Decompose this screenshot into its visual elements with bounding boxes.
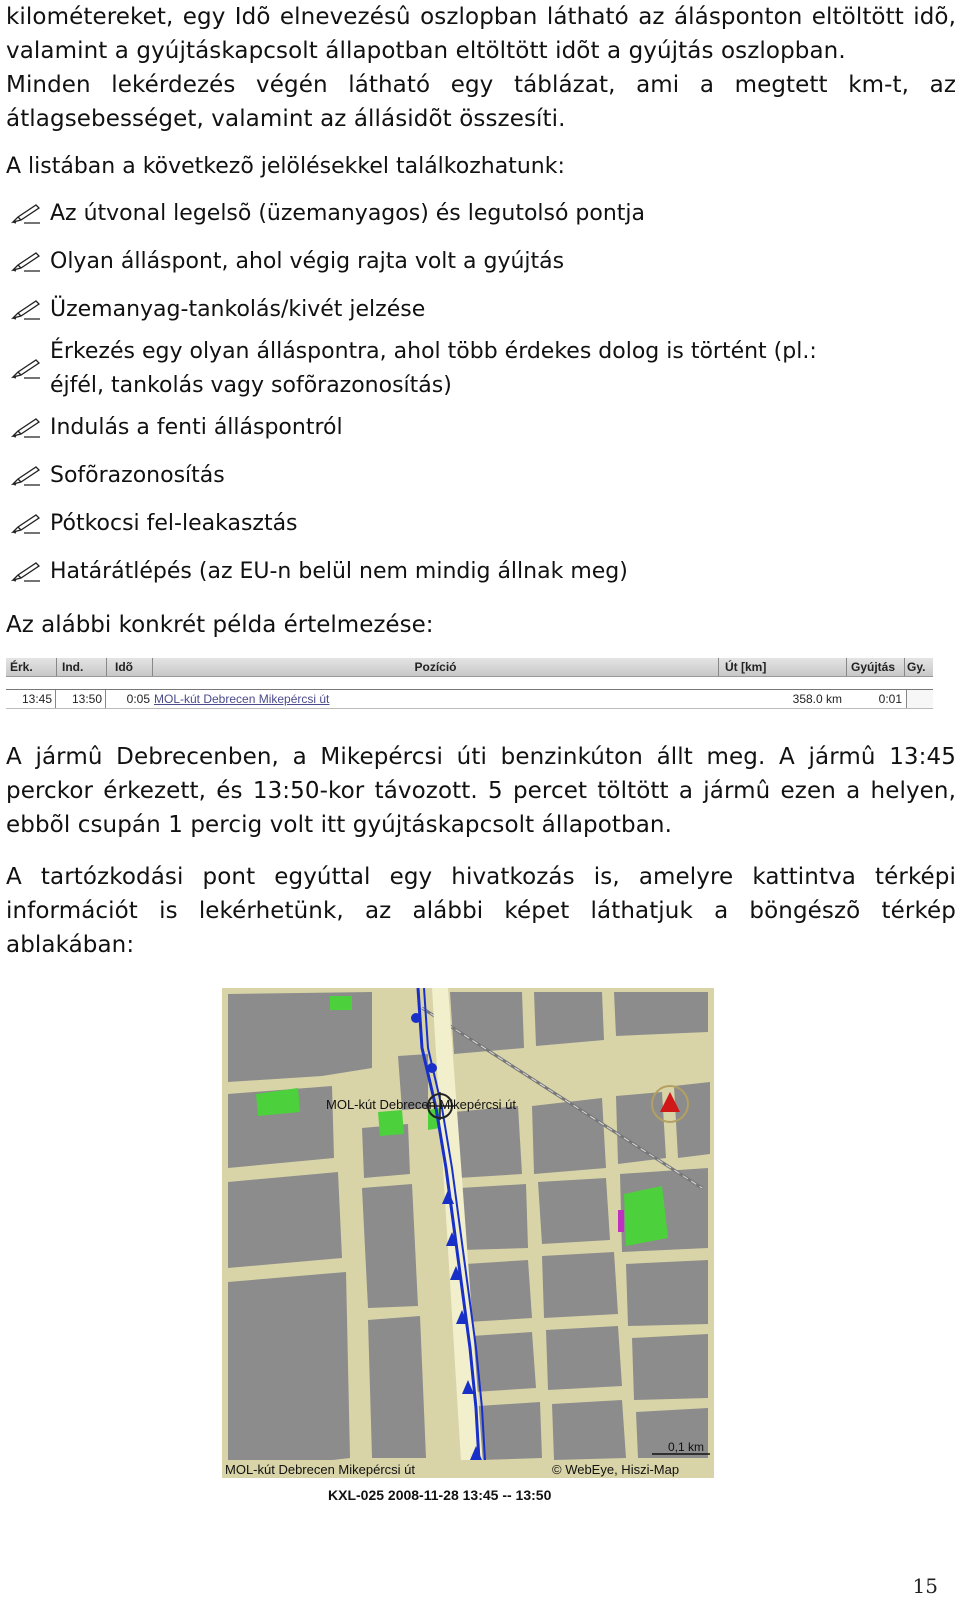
list-item-text: Az útvonal legelsõ (üzemanyagos) és legutolsó pontja — [50, 201, 646, 226]
header-gyujtas: Gyújtás — [846, 658, 895, 676]
list-item — [6, 238, 946, 286]
marker-legend-list — [6, 190, 946, 596]
list-item — [6, 452, 946, 500]
map-canvas[interactable] — [222, 988, 714, 1508]
paragraph-line: valamint a gyújtáskapcsolt állapotban eltöltött idõt a gyújtás oszlopban. — [6, 38, 846, 64]
paragraph-line: ebbõl csupán 1 percig volt itt gyújtáskapcsolt állapotban. — [6, 812, 672, 838]
map-copyright: © WebEye, Hiszi-Map — [552, 1462, 680, 1477]
paragraph-line: átlagsebességet, valamint az állásidõt összesíti. — [6, 106, 566, 132]
paragraph-line: perckor érkezett, és 13:50-kor távozott. 5 percet töltött a jármû ezen a helyen, — [6, 778, 956, 804]
paragraph-line: információt is lekérhetünk, az alábbi képet láthatjuk a böngészõ térkép — [6, 898, 956, 924]
list-item-text: Olyan álláspont, ahol végig rajta volt a gyújtás — [50, 249, 565, 274]
list-intro: A listában a következõ jelölésekkel találkozhatunk: — [6, 154, 565, 179]
list-item-text: Indulás a fenti álláspontról — [50, 415, 343, 440]
position-link[interactable]: MOL-kút Debrecen Mikepércsi út — [154, 692, 330, 706]
list-item-text: Pótkocsi fel-leakasztás — [50, 511, 298, 536]
cell-ut: 358.0 km — [718, 690, 847, 708]
cell-ido: 0:05 — [106, 690, 153, 708]
pen-bullet-icon — [10, 417, 44, 439]
table-header — [6, 658, 933, 677]
map-bottom-left-label: MOL-kút Debrecen Mikepércsi út — [225, 1462, 416, 1477]
paragraph-line: Minden lekérdezés végén látható egy táblázat, ami a megtett km-t, az — [6, 72, 956, 98]
header-ind: Ind. — [56, 658, 83, 676]
paragraph-line: A tartózkodási pont egyúttal egy hivatkozás is, amelyre kattintva térképi — [6, 864, 956, 890]
paragraph-example-explanation — [6, 740, 956, 842]
cell-ind: 13:50 — [56, 690, 106, 708]
cell-erk: 13:45 — [6, 690, 56, 708]
header-ut: Út [km] — [718, 658, 766, 676]
table-row — [6, 689, 933, 709]
list-item-text: Sofõrazonosítás — [50, 463, 225, 488]
pen-bullet-icon — [10, 358, 44, 380]
paragraph-columns-description — [6, 0, 956, 136]
pen-bullet-icon — [10, 203, 44, 225]
list-item-text: Érkezés egy olyan álláspontra, ahol több érdekes dolog is történt (pl.: éjfél, tankolás vagy sofõrazonosítás) — [50, 339, 817, 398]
page-number: 15 — [912, 1574, 938, 1598]
header-pozicio: Pozíció — [152, 658, 718, 676]
list-item-text: Üzemanyag-tankolás/kivét jelzése — [50, 297, 426, 322]
list-item — [6, 334, 946, 404]
stop-table — [6, 658, 933, 714]
header-ido: Idõ — [106, 658, 133, 676]
header-gy: Gy. — [904, 658, 925, 676]
map-location-label: MOL-kút Debrecen Mikepércsi út — [326, 1097, 517, 1112]
list-item — [6, 286, 946, 334]
pen-bullet-icon — [10, 465, 44, 487]
paragraph-line: kilométereket, egy Idõ elnevezésû oszlopban látható az álásponton eltöltött idõ, — [6, 4, 956, 30]
list-item — [6, 500, 946, 548]
pen-bullet-icon — [10, 299, 44, 321]
example-heading: Az alábbi konkrét példa értelmezése: — [6, 612, 434, 638]
paragraph-line: A jármû Debrecenben, a Mikepércsi úti benzinkúton állt meg. A jármû 13:45 — [6, 744, 956, 770]
list-item — [6, 548, 946, 596]
cell-pozicio — [152, 690, 719, 708]
pen-bullet-icon — [10, 561, 44, 583]
paragraph-map-link — [6, 860, 956, 962]
list-item-text: Határátlépés (az EU-n belül nem mindig állnak meg) — [50, 559, 628, 584]
paragraph-line: ablakában: — [6, 932, 135, 958]
map-figure — [222, 988, 714, 1508]
list-item — [6, 404, 946, 452]
pen-bullet-icon — [10, 513, 44, 535]
map-scale: 0,1 km — [668, 1440, 705, 1454]
header-erk: Érk. — [10, 660, 33, 674]
list-item — [6, 190, 946, 238]
pen-bullet-icon — [10, 251, 44, 273]
cell-gyujtas: 0:01 — [846, 690, 907, 708]
map-caption: KXL-025 2008-11-28 13:45 -- 13:50 — [328, 1487, 552, 1503]
